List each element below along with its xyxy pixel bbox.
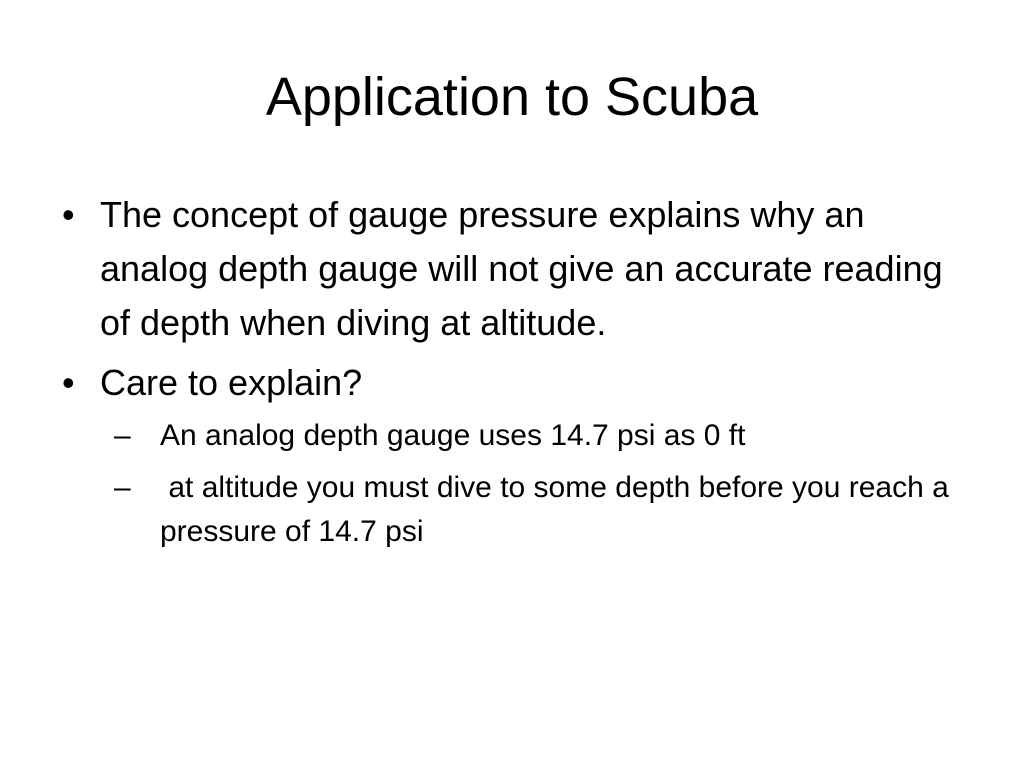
sub-bullet-text: at altitude you must dive to some depth before you reach a pressure of 14.7 psi [160,471,958,548]
sub-bullet-marker: – [114,471,131,504]
slide-title: Application to Scuba [265,67,759,127]
bullet-item [58,188,958,350]
bullet-text: The concept of gauge pressure explains why an analog depth gauge will not give an accurate reading of depth when diving at altitude. [100,194,943,343]
sub-bullet-item [114,466,958,554]
sub-bullet-text: An analog depth gauge uses 14.7 psi as 0 ft [160,419,746,452]
bullet-item [58,356,958,554]
sub-bullet-item [114,414,958,458]
sub-bullet-marker: – [114,419,131,452]
bullet-marker: • [62,362,75,403]
sub-bullet-list [100,414,958,554]
bullet-marker: • [62,194,75,235]
bullet-list [58,188,958,562]
bullet-text: Care to explain? [100,362,363,403]
